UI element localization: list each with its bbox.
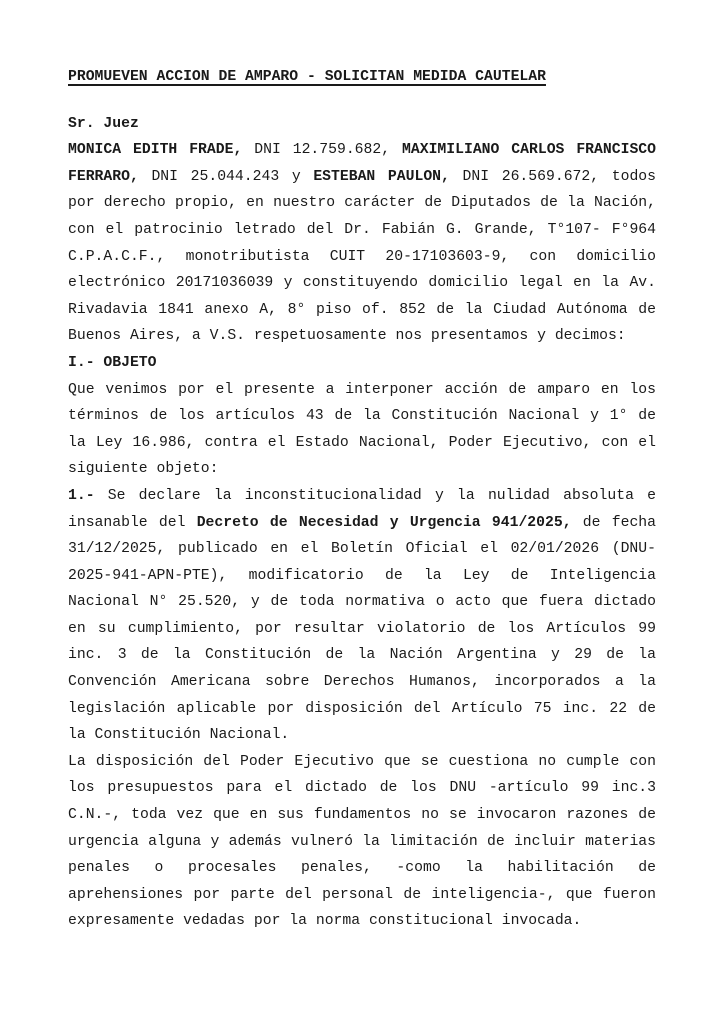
text-line [68,270,656,297]
text-segment: 1.- [68,487,95,504]
text-line [68,323,656,350]
text-segment: ESTEBAN PAULON, [313,168,450,185]
text-segment: Decreto de Necesidad y Urgencia 941/2025, [196,514,572,531]
text-line [68,111,656,138]
text-segment: Sr. Juez [68,115,139,132]
text-line [68,137,656,164]
text-line [68,164,656,191]
text-segment: C.N.-, toda vez que en sus fundamentos no se invocaron razones de [68,807,656,824]
text-segment: la Constitución Nacional. [68,727,290,744]
text-segment: DNI 26.569.672, todos [449,168,657,185]
text-line [68,908,656,935]
text-segment: Buenos Aires, a V.S. respetuosamente nos presentamos y decimos: [68,328,626,345]
text-line [68,855,656,882]
text-segment: de fecha [571,514,656,531]
text-segment: Que venimos por el presente a interponer acción de amparo en los [68,381,656,398]
text-segment: MAXIMILIANO CARLOS FRANCISCO [402,142,656,159]
text-line [68,775,656,802]
text-segment: La disposición del Poder Ejecutivo que se cuestiona no cumple con [68,753,656,770]
document-title: PROMUEVEN ACCION DE AMPARO - SOLICITAN MEDIDA CAUTELAR [68,69,546,85]
text-line [68,350,656,377]
text-line [68,749,656,776]
text-segment: los presupuestos para el dictado de los DNU -artículo 99 inc.3 [68,780,656,797]
text-segment: aprehensiones por parte del personal de inteligencia-, que fueron [68,886,656,903]
text-line [68,616,656,643]
text-line [68,190,656,217]
document-body [68,111,656,935]
text-segment: en su cumplimiento, por resultar violatorio de los Artículos 99 [68,620,656,637]
text-segment: FERRARO, [68,168,139,185]
text-segment: 2025-941-APN-PTE), modificatorio de la Ley de Inteligencia [68,567,656,584]
text-line [68,217,656,244]
text-segment: C.P.A.C.F., monotributista CUIT 20-17103603-9, con domicilio [68,248,656,265]
text-line [68,403,656,430]
text-segment: expresamente vedadas por la norma constitucional invocada. [68,913,582,930]
text-segment: Nacional N° 25.520, y de toda normativa o acto que fuera dictado [68,594,656,611]
text-line [68,882,656,909]
text-segment: MONICA EDITH FRADE, [68,142,243,159]
text-line [68,802,656,829]
text-segment: insanable del [68,514,197,531]
text-segment: DNI 12.759.682, [242,142,403,159]
text-segment: Convención Americana sobre Derechos Humanos, incorporados a la [68,674,656,691]
text-segment: Se declare la inconstitucionalidad y la nulidad absoluta e [94,487,656,504]
text-line [68,536,656,563]
text-segment: Rivadavia 1841 anexo A, 8° piso of. 852 de la Ciudad Autónoma de [68,301,656,318]
text-line [68,430,656,457]
text-line [68,722,656,749]
text-line [68,829,656,856]
text-line [68,642,656,669]
text-segment: penales o procesales penales, -como la habilitación de [68,860,656,877]
text-segment: I.- OBJETO [68,354,157,371]
document-content [68,64,656,935]
text-line [68,244,656,271]
text-line [68,696,656,723]
text-line [68,483,656,510]
text-line [68,456,656,483]
text-segment: legislación aplicable por disposición del Artículo 75 inc. 22 de [68,700,656,717]
text-line [68,297,656,324]
text-line [68,377,656,404]
text-segment: urgencia alguna y además vulneró la limitación de incluir materias [68,833,656,850]
text-segment: DNI 25.044.243 y [138,168,314,185]
text-segment: electrónico 20171036039 y constituyendo domicilio legal en la Av. [68,275,656,292]
text-segment: siguiente objeto: [68,461,219,478]
text-line [68,510,656,537]
text-segment: con el patrocinio letrado del Dr. Fabián G. Grande, T°107- F°964 [68,221,656,238]
text-segment: inc. 3 de la Constitución de la Nación Argentina y 29 de la [68,647,656,664]
text-line [68,669,656,696]
text-line [68,589,656,616]
text-segment: términos de los artículos 43 de la Constitución Nacional y 1° de [68,408,656,425]
text-segment: por derecho propio, en nuestro carácter de Diputados de la Nación, [68,195,656,212]
text-line [68,563,656,590]
text-segment: la Ley 16.986, contra el Estado Nacional, Poder Ejecutivo, con el [68,434,656,451]
text-segment: 31/12/2025, publicado en el Boletín Oficial el 02/01/2026 (DNU- [68,541,656,558]
